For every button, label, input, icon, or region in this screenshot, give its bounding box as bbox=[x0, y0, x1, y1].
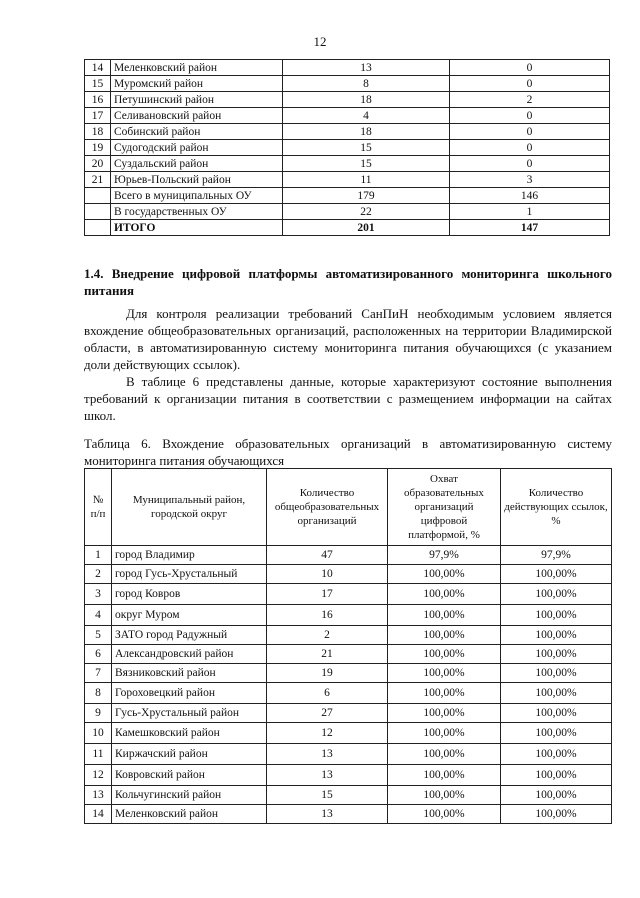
value-1: 18 bbox=[283, 124, 450, 140]
row-number: 6 bbox=[85, 645, 112, 664]
table-row bbox=[85, 76, 610, 92]
value-2: 0 bbox=[450, 108, 610, 124]
value-1: 8 bbox=[283, 76, 450, 92]
links-percent: 100,00% bbox=[501, 723, 612, 744]
row-number: 18 bbox=[85, 124, 111, 140]
table-row bbox=[85, 723, 612, 744]
coverage-percent: 100,00% bbox=[388, 805, 501, 824]
table-row bbox=[85, 704, 612, 723]
value-2: 0 bbox=[450, 60, 610, 76]
school-count: 2 bbox=[267, 626, 388, 645]
paragraph-2: В таблице 6 представлены данные, которые характеризуют состояние выполнения требований к организации питания в соответствии с размещением информации на сайтах школ. bbox=[84, 374, 612, 423]
links-percent: 100,00% bbox=[501, 605, 612, 626]
row-number: 10 bbox=[85, 723, 112, 744]
table-row bbox=[85, 188, 610, 204]
value-2: 0 bbox=[450, 76, 610, 92]
school-count: 10 bbox=[267, 565, 388, 584]
table-row bbox=[85, 124, 610, 140]
row-number: 3 bbox=[85, 584, 112, 605]
coverage-percent: 100,00% bbox=[388, 645, 501, 664]
value-1: 15 bbox=[283, 156, 450, 172]
school-count: 19 bbox=[267, 664, 388, 683]
header-links: Количество действующих ссылок, % bbox=[501, 469, 612, 546]
district-name: Судогодский район bbox=[111, 140, 283, 156]
table-row bbox=[85, 744, 612, 765]
value-1: 13 bbox=[283, 60, 450, 76]
district-name: ИТОГО bbox=[111, 220, 283, 236]
table-row bbox=[85, 765, 612, 786]
monitoring-table bbox=[84, 468, 612, 824]
coverage-percent: 100,00% bbox=[388, 744, 501, 765]
school-count: 21 bbox=[267, 645, 388, 664]
row-number: 1 bbox=[85, 546, 112, 565]
table-row bbox=[85, 565, 612, 584]
links-percent: 100,00% bbox=[501, 704, 612, 723]
value-2: 3 bbox=[450, 172, 610, 188]
row-number: 12 bbox=[85, 765, 112, 786]
section-title: 1.4. Внедрение цифровой платформы автоматизированного мониторинга школьного питания bbox=[84, 266, 612, 298]
table-row bbox=[85, 92, 610, 108]
row-number: 4 bbox=[85, 605, 112, 626]
row-number bbox=[85, 220, 111, 236]
monitoring-table-body bbox=[85, 546, 612, 824]
header-quantity: Количество общеобразовательных организаций bbox=[267, 469, 388, 546]
district-name: Гороховецкий район bbox=[112, 683, 267, 704]
row-number: 19 bbox=[85, 140, 111, 156]
school-count: 13 bbox=[267, 805, 388, 824]
value-1: 18 bbox=[283, 92, 450, 108]
table-row bbox=[85, 786, 612, 805]
value-2: 1 bbox=[450, 204, 610, 220]
school-count: 15 bbox=[267, 786, 388, 805]
coverage-percent: 100,00% bbox=[388, 765, 501, 786]
row-number: 9 bbox=[85, 704, 112, 723]
table-row bbox=[85, 645, 612, 664]
table-row bbox=[85, 683, 612, 704]
row-number: 8 bbox=[85, 683, 112, 704]
value-2: 146 bbox=[450, 188, 610, 204]
table-row bbox=[85, 220, 610, 236]
links-percent: 100,00% bbox=[501, 786, 612, 805]
district-name: Собинский район bbox=[111, 124, 283, 140]
school-count: 13 bbox=[267, 765, 388, 786]
row-number: 20 bbox=[85, 156, 111, 172]
table-row bbox=[85, 140, 610, 156]
row-number bbox=[85, 204, 111, 220]
district-name: Камешковский район bbox=[112, 723, 267, 744]
monitoring-table-header bbox=[85, 469, 612, 546]
value-2: 2 bbox=[450, 92, 610, 108]
header-district: Муниципальный район, городской округ bbox=[112, 469, 267, 546]
district-name: В государственных ОУ bbox=[111, 204, 283, 220]
school-count: 17 bbox=[267, 584, 388, 605]
header-row bbox=[85, 469, 612, 546]
links-percent: 100,00% bbox=[501, 584, 612, 605]
coverage-percent: 100,00% bbox=[388, 683, 501, 704]
links-percent: 100,00% bbox=[501, 765, 612, 786]
value-1: 22 bbox=[283, 204, 450, 220]
continuation-table-body bbox=[85, 60, 610, 236]
table-row bbox=[85, 156, 610, 172]
district-name: город Владимир bbox=[112, 546, 267, 565]
value-1: 179 bbox=[283, 188, 450, 204]
coverage-percent: 100,00% bbox=[388, 565, 501, 584]
coverage-percent: 97,9% bbox=[388, 546, 501, 565]
school-count: 47 bbox=[267, 546, 388, 565]
table-row bbox=[85, 60, 610, 76]
value-1: 15 bbox=[283, 140, 450, 156]
row-number: 16 bbox=[85, 92, 111, 108]
district-name: Александровский район bbox=[112, 645, 267, 664]
school-count: 16 bbox=[267, 605, 388, 626]
district-name: Суздальский район bbox=[111, 156, 283, 172]
row-number: 7 bbox=[85, 664, 112, 683]
school-count: 12 bbox=[267, 723, 388, 744]
coverage-percent: 100,00% bbox=[388, 626, 501, 645]
header-number: № п/п bbox=[85, 469, 112, 546]
school-count: 13 bbox=[267, 744, 388, 765]
table-row bbox=[85, 584, 612, 605]
district-name: Петушинский район bbox=[111, 92, 283, 108]
coverage-percent: 100,00% bbox=[388, 605, 501, 626]
value-1: 4 bbox=[283, 108, 450, 124]
district-name: Меленковский район bbox=[111, 60, 283, 76]
district-name: Муромский район bbox=[111, 76, 283, 92]
row-number: 21 bbox=[85, 172, 111, 188]
table-row bbox=[85, 805, 612, 824]
district-name: ЗАТО город Радужный bbox=[112, 626, 267, 645]
table-row bbox=[85, 605, 612, 626]
page-number: 12 bbox=[313, 34, 327, 49]
coverage-percent: 100,00% bbox=[388, 786, 501, 805]
school-count: 27 bbox=[267, 704, 388, 723]
table-caption: Таблица 6. Вхождение образовательных организаций в автоматизированную систему мониторинга питания обучающихся bbox=[84, 436, 612, 468]
table-row bbox=[85, 546, 612, 565]
row-number: 15 bbox=[85, 76, 111, 92]
district-name: Меленковский район bbox=[112, 805, 267, 824]
links-percent: 100,00% bbox=[501, 664, 612, 683]
district-name: город Гусь-Хрустальный bbox=[112, 565, 267, 584]
table-row bbox=[85, 664, 612, 683]
district-name: Ковровский район bbox=[112, 765, 267, 786]
school-count: 6 bbox=[267, 683, 388, 704]
row-number: 11 bbox=[85, 744, 112, 765]
row-number: 5 bbox=[85, 626, 112, 645]
links-percent: 100,00% bbox=[501, 645, 612, 664]
coverage-percent: 100,00% bbox=[388, 704, 501, 723]
value-2: 0 bbox=[450, 156, 610, 172]
continuation-table bbox=[84, 59, 610, 236]
table-row bbox=[85, 626, 612, 645]
district-name: Гусь-Хрустальный район bbox=[112, 704, 267, 723]
value-1: 11 bbox=[283, 172, 450, 188]
links-percent: 100,00% bbox=[501, 626, 612, 645]
links-percent: 97,9% bbox=[501, 546, 612, 565]
links-percent: 100,00% bbox=[501, 565, 612, 584]
links-percent: 100,00% bbox=[501, 805, 612, 824]
row-number bbox=[85, 188, 111, 204]
value-2: 147 bbox=[450, 220, 610, 236]
table-row bbox=[85, 108, 610, 124]
coverage-percent: 100,00% bbox=[388, 584, 501, 605]
value-2: 0 bbox=[450, 124, 610, 140]
row-number: 17 bbox=[85, 108, 111, 124]
coverage-percent: 100,00% bbox=[388, 723, 501, 744]
district-name: Киржачский район bbox=[112, 744, 267, 765]
district-name: город Ковров bbox=[112, 584, 267, 605]
district-name: Селивановский район bbox=[111, 108, 283, 124]
district-name: округ Муром bbox=[112, 605, 267, 626]
district-name: Вязниковский район bbox=[112, 664, 267, 683]
district-name: Всего в муниципальных ОУ bbox=[111, 188, 283, 204]
district-name: Юрьев-Польский район bbox=[111, 172, 283, 188]
links-percent: 100,00% bbox=[501, 744, 612, 765]
table-row bbox=[85, 172, 610, 188]
header-coverage: Охват образовательных организаций цифровой платформой, % bbox=[388, 469, 501, 546]
row-number: 2 bbox=[85, 565, 112, 584]
table-row bbox=[85, 204, 610, 220]
coverage-percent: 100,00% bbox=[388, 664, 501, 683]
row-number: 14 bbox=[85, 60, 111, 76]
district-name: Кольчугинский район bbox=[112, 786, 267, 805]
links-percent: 100,00% bbox=[501, 683, 612, 704]
paragraph-1: Для контроля реализации требований СанПиН необходимым условием является вхождение общеобразовательных организаций, расположенных на территории Владимирской области, в автоматизированную систему мониторинга питания обучающихся (с указанием доли действующих ссылок). bbox=[84, 306, 612, 372]
value-1: 201 bbox=[283, 220, 450, 236]
value-2: 0 bbox=[450, 140, 610, 156]
row-number: 14 bbox=[85, 805, 112, 824]
row-number: 13 bbox=[85, 786, 112, 805]
